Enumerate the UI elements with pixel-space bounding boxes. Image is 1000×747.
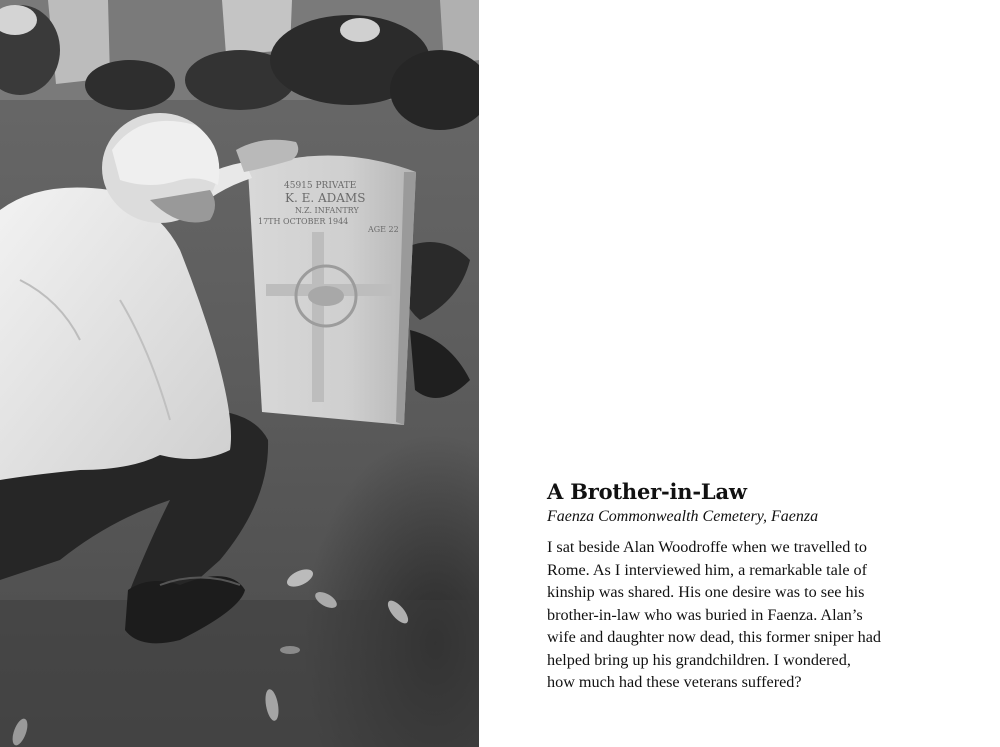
cemetery-photo (0, 0, 479, 747)
body-line: Rome. As I interviewed him, a remarkable tale of (547, 560, 868, 579)
article-title: A Brother-in-Law (547, 479, 747, 504)
body-line: I sat beside Alan Woodroffe when we travelled to (547, 538, 867, 556)
inscription-line: AGE 22 (368, 225, 399, 234)
inscription-line: 17TH OCTOBER 1944 (258, 217, 349, 226)
body-line: helped bring up his grandchildren. I wondered, (547, 650, 851, 669)
body-line: how much had these veterans suffered? (547, 673, 802, 691)
inscription-line: N.Z. INFANTRY (295, 206, 359, 215)
inscription-line: 45915 PRIVATE (284, 181, 357, 191)
body-line: brother-in-law who was buried in Faenza. Alan’s (547, 605, 863, 624)
inscription-line: K. E. ADAMS (285, 191, 366, 205)
veteran-at-headstone-image (0, 0, 479, 747)
article-subtitle: Faenza Commonwealth Cemetery, Faenza (547, 508, 819, 525)
body-line: kinship was shared. His one desire was to see his (547, 583, 865, 601)
article-text (547, 478, 927, 694)
article-body (547, 536, 927, 694)
body-line: wife and daughter now dead, this former sniper had (547, 628, 881, 646)
